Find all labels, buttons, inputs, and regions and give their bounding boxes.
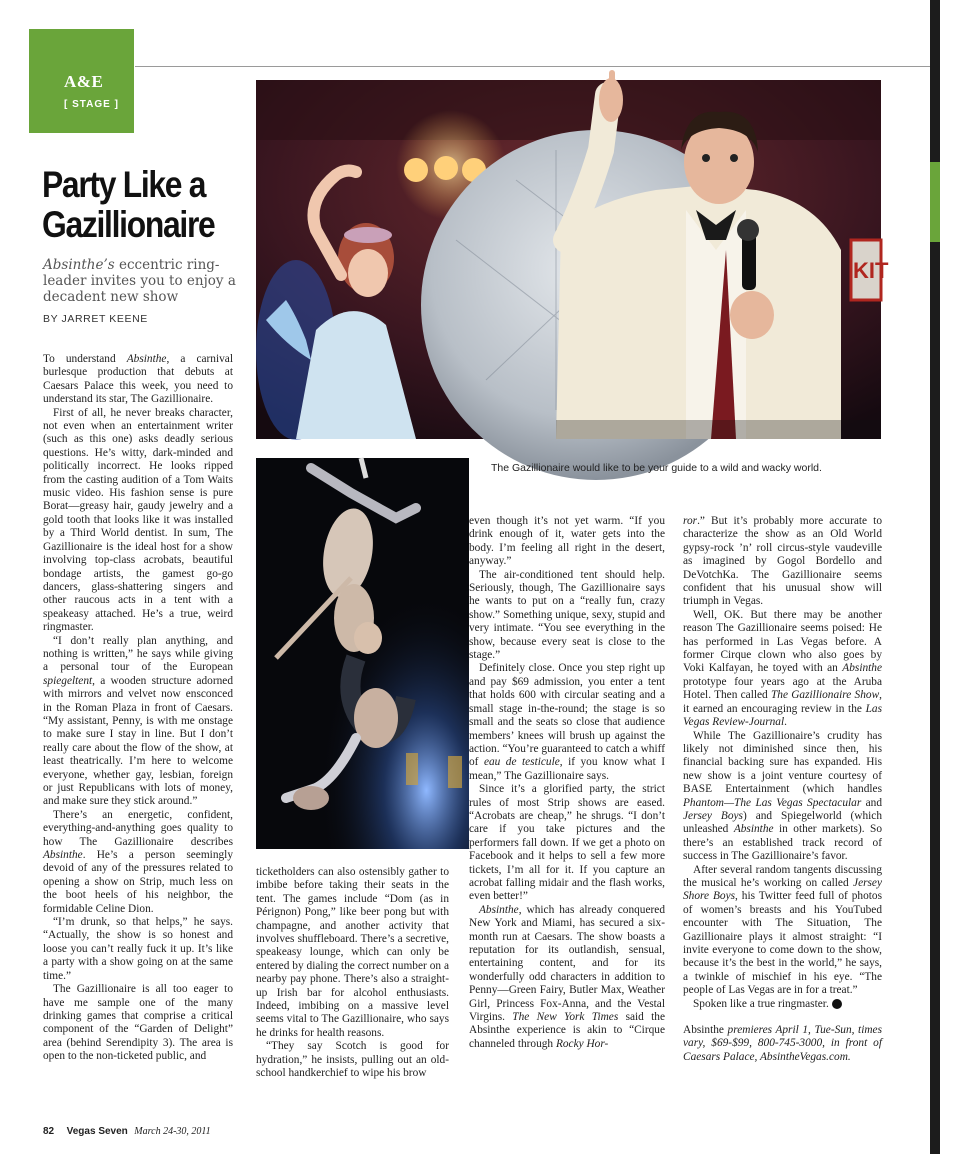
paragraph [469,569,665,663]
paragraph [469,662,665,783]
paragraph-text: While The Gazillionaire’s crudity has likely not diminished since then, his financial backing sure has expanded. His new show is a joint venture courtesy of BASE Entertainment (which handles [683,729,882,796]
deck-show-title: Absinthe’s [43,257,115,273]
section-name: A&E [64,72,104,91]
paragraph-text: . He’s a person seemingly devoid of any of the pressures related to opening a show on Strip, much less on the boot heels of his neighbor, the formidable Celine Dion. [43,849,233,915]
byline: BY JARRET KEENE [43,313,148,325]
paragraph-text: , his Twitter feed full of photos of women’s breasts and his YouTubed encounter with The Situation, The Gazillionaire plays it almost straight: “I invite everyone to come down to the show, because it’s the best in the world,” he says, a twinkle of mischief in his eye. “The people of Las Vegas are in for a treat.” [683,890,882,997]
paragraph-text: First of all, he never breaks character, not even when an entertainment writer (such as this one) asks deadly serious questions. He’s witty, dark-minded and politically incorrect. He looks ripped from the casting audition of a Tom Waits music video. His fashion sense is pure Borat—greasy hair, gaudy jewelry and a gold tooth that looks like it was installed by a Third World dentist. In sum, The Gazillionaire is the ideal host for a show involving top-class acrobats, beautiful bondage artists, the gamest go-go dancers, glass-shattering singers and other raucous acts in a tent with a speakeasy attached. He’s a true, weird ringmaster. [43,406,233,634]
paragraph-text: .” But it’s probably more accurate to characterize the show as an Old World gypsy-rock ’n’ roll circus-style vaudeville as imagined by Gogol Bordello and DeVotchKa. The Gazillionaire seems confident that his unusual show will triumph in Vegas. [683,515,882,608]
paragraph-text: The Gazillionaire is all too eager to have me sample one of the many drinking games that comprise a critical component of the “Garden of Delight” area (behind Serendipity 3). The area is open to the non-ticketed public, and [43,983,233,1063]
italic-text: Absinthe [126,353,167,365]
italic-text: Jersey Boys [683,809,743,822]
paragraph-text: , if you know what I mean,” The Gazillionaire says. [469,756,665,782]
paragraph-text: prototype four years ago at the Aruba Hotel. Then called [683,675,882,702]
paragraph [683,730,882,864]
paragraph [469,515,665,569]
main-photo [256,80,889,439]
paragraph [256,1040,449,1080]
paragraph [256,866,449,1040]
paragraph [469,783,665,904]
section-tab-marker [930,162,940,242]
paragraph [683,864,882,998]
paragraph-text: and [861,796,882,809]
paragraph-text: After several random tangents discussing the musical he’s working on called [683,863,882,889]
page-number: 82 [43,1126,55,1137]
paragraph [43,983,233,1063]
italic-text: Jersey Shore Boys [683,876,882,903]
article-deck [43,257,243,305]
paragraph-text: “They say Scotch is good for hydration,” he insists, pulling out an old-school handkerchief to wipe his brow [256,1040,449,1080]
paragraph-text: Spoken like a true ringmaster. [693,997,832,1010]
deck-text: eccentric ring-leader invites you to enjoy a decadent new show [43,257,236,305]
paragraph-text: , it earned an encouraging review in the [683,689,882,715]
paragraph-text: even though it’s not yet warm. “If you drink enough of it, water gets into the body. I’m feeling all right in the desert, anyway.” [469,515,665,568]
magazine-name: Vegas Seven [66,1126,128,1137]
italic-text: Rocky Hor- [555,1037,609,1050]
subsection-name: [ STAGE ] [64,99,119,110]
italic-text: Phantom—The Las Vegas Spectacular [683,796,862,809]
italic-text: spiegeltent [43,674,93,687]
paragraph [683,515,882,609]
italic-text: The Gazillionaire Show [770,689,880,702]
paragraph [469,904,665,1051]
exit-sign-text: KIT [853,258,889,283]
italic-text: Absinthe [43,849,83,862]
paragraph-text: The air-conditioned tent should help. Seriously, though, The Gazillionaire says he wants to put on a “really fun, crazy show.” Something unique, sexy, stupid and very intimate. “You see everything in the show, because every seat is close to the stage.” [469,568,665,662]
paragraph-text: , a wooden structure adorned with mirrors and velvet now ensconced in the Roman Plaza in front of Caesars. “My assistant, Penny, is with me onstage to make sure I stay in line. But I don’t really care about the flow of the show, at least theatrically. I’m here to welcome everyone, whether gay, lesbian, foreign or just Republicans with lots of money, and make sure they stick around.” [43,674,233,808]
paragraph-text: ) and Spiegelworld (which unleashed [683,809,883,836]
paragraph-text: in other markets). So there’s an established track record of success in The Gazillionaire’s favor. [683,823,882,863]
body-column-1 [43,353,233,1064]
col4-paragraphs [683,515,882,1011]
page-footer [43,1126,211,1137]
show-info-title: Absinthe [683,1024,724,1037]
top-rule [135,66,930,67]
body-column-3 [469,515,665,1051]
paragraph-text: There’s an energetic, confident, everything-and-anything goes quality to how The Gazillionaire describes [43,808,233,848]
italic-text: Las Vegas Review-Journal [683,702,882,729]
paragraph-text: Well, OK. But there may be another reason The Gazillionaire seems poised: He has performed in Las Vegas before. A former Cirque clown who also goes by Voki Kalfayan, he toyed with an [683,608,882,675]
aerial-acrobats-photo [256,458,469,849]
issue-date: March 24-30, 2011 [134,1126,211,1137]
aerial-acrobats-illustration [256,458,469,849]
paragraph-text: Definitely close. Once you step right up and pay $69 admission, you enter a tent that holds 600 with circular seating and a small stage in-the-round; the stage is so small and the seats so close that audience members’ knees will brush up against the action. “You’re guaranteed to catch a whiff of [469,662,665,769]
paragraph [43,353,233,407]
italic-text: eau de testicule [483,756,560,769]
section-label-box [29,29,134,133]
body-column-4 [683,515,882,1064]
paragraph [683,609,882,730]
paragraph-text: . [784,716,787,729]
show-info [683,1024,882,1064]
body-column-2 [256,866,449,1081]
paragraph-text: , which has already conquered New York and Miami, has secured a six-month run at Caesars. The show boasts a reputation for its outlandish, sensual, entertaining content, and for its wonderfully odd characters in addition to Penny—Green Fairy, Butler Max, Weather Girl, Princess Fox-Anna, and the Vestal Virgins. [469,903,665,1024]
paragraph [683,998,882,1011]
gazillionaire-stage-photo [256,80,889,439]
paragraph-text: “I’m drunk, so that helps,” he says. “Actually, the show is so honest and loose you can’t really fuck it up. It’s like a party with a show going on at the same time.” [43,916,233,982]
paragraph [43,916,233,983]
show-info-details: premieres April 1, Tue-Sun, times vary, $69-$99, 800-745-3000, in front of Caesars Palace, AbsintheVegas.com. [683,1024,882,1063]
paragraph-text: said the Absinthe experience is akin to “Cirque channeled through [469,1011,666,1050]
end-mark-icon: 7 [832,999,842,1009]
paragraph [43,809,233,916]
paragraph [43,635,233,809]
paragraph-text: “I don’t really plan anything, and nothing is written,” he says while giving a personal tour of the European [43,634,233,674]
paragraph [43,407,233,635]
paragraph-text: ticketholders can also ostensibly gather to imbibe before taking their seats in the tent. The games include “Dom (as in Pérignon) Pong,” like beer pong but with champagne, and another activity that involves shuffleboard. There’s a secretive, speakeasy lounge, which can only be entered by dialing the correct number on a nearby pay phone. There’s also a straight-up Irish bar for alcohol enthusiasts. Indeed, imbibing on a massive level seems vital to The Gazillionaire, who says he drinks for health reasons. [256,866,449,1039]
italic-text: The New York Times [512,1011,619,1024]
italic-text: ror [683,515,698,527]
italic-text: Absinthe [733,823,774,836]
paragraph-text: Since it’s a glorified party, the strict rules of most Strip shows are eased. “Acrobats are cheap,” he shrugs. “I don’t care if you take pictures and the performers fall down. If we get a photo on Facebook and it helps to sell a few more tickets, I’m all for it. If you capture an acrobat falling midair and the flash works, even better!” [469,783,665,903]
italic-text: Absinthe [479,903,519,916]
italic-text: Absinthe [842,662,882,675]
paragraph-text: , a carnival burlesque production that debuts at Caesars Palace this week, you need to understand its star, The Gazillionaire. [43,353,233,406]
photo-caption: The Gazillionaire would like to be your guide to a wild and wacky world. [491,462,822,474]
article-headline: Party Like a Gazillionaire [42,164,215,245]
paragraph-text: To understand [43,353,127,365]
